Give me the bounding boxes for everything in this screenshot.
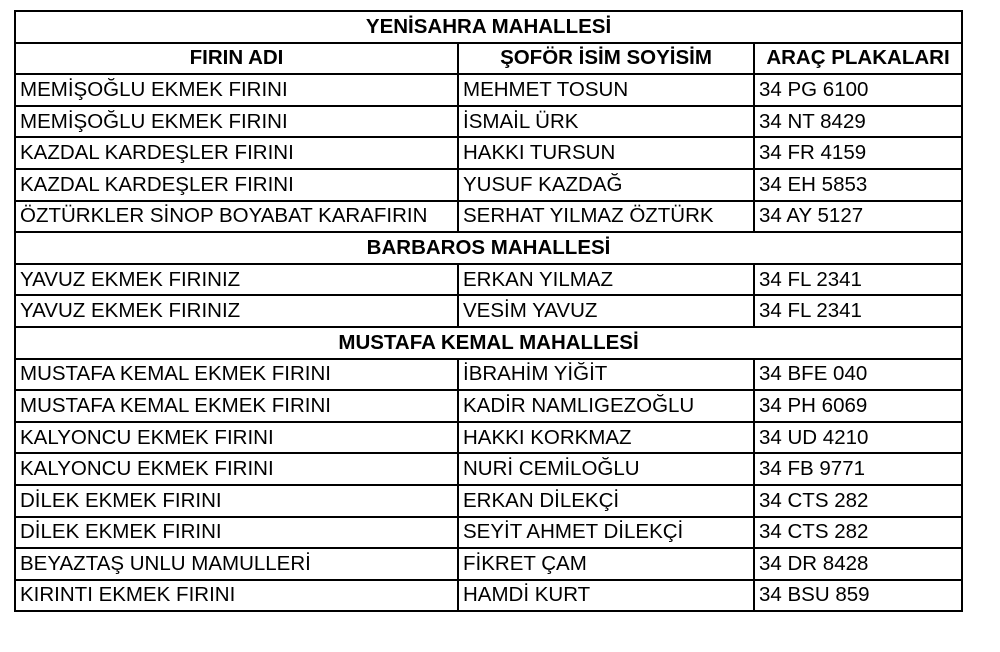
plate-cell: 34 BFE 040 xyxy=(754,359,962,391)
driver-cell: HAKKI KORKMAZ xyxy=(458,422,754,454)
plate-cell: 34 CTS 282 xyxy=(754,485,962,517)
plate-cell: 34 DR 8428 xyxy=(754,548,962,580)
bakery-cell: MUSTAFA KEMAL EKMEK FIRINI xyxy=(15,390,458,422)
table-row xyxy=(15,580,962,612)
driver-cell: FİKRET ÇAM xyxy=(458,548,754,580)
bakery-cell: MUSTAFA KEMAL EKMEK FIRINI xyxy=(15,359,458,391)
table-row xyxy=(15,548,962,580)
column-header-driver: ŞOFÖR İSİM SOYİSİM xyxy=(458,43,754,75)
plate-cell: 34 EH 5853 xyxy=(754,169,962,201)
table-row xyxy=(15,517,962,549)
table-row xyxy=(15,453,962,485)
section-title-mustafa-kemal: MUSTAFA KEMAL MAHALLESİ xyxy=(15,327,962,359)
bakery-cell: KALYONCU EKMEK FIRINI xyxy=(15,453,458,485)
table-row xyxy=(15,106,962,138)
bakery-cell: YAVUZ EKMEK FIRINIZ xyxy=(15,264,458,296)
bakery-cell: KIRINTI EKMEK FIRINI xyxy=(15,580,458,612)
plate-cell: 34 PG 6100 xyxy=(754,74,962,106)
bakery-cell: YAVUZ EKMEK FIRINIZ xyxy=(15,295,458,327)
driver-cell: ERKAN DİLEKÇİ xyxy=(458,485,754,517)
section-title-barbaros: BARBAROS MAHALLESİ xyxy=(15,232,962,264)
column-header-plates: ARAÇ PLAKALARI xyxy=(754,43,962,75)
table-row xyxy=(15,137,962,169)
bakery-cell: KALYONCU EKMEK FIRINI xyxy=(15,422,458,454)
table-row xyxy=(15,422,962,454)
table-row xyxy=(15,264,962,296)
plate-cell: 34 AY 5127 xyxy=(754,201,962,233)
section-title-yenisahra: YENİSAHRA MAHALLESİ xyxy=(15,11,962,43)
driver-cell: SEYİT AHMET DİLEKÇİ xyxy=(458,517,754,549)
plate-cell: 34 BSU 859 xyxy=(754,580,962,612)
bakery-cell: KAZDAL KARDEŞLER FIRINI xyxy=(15,137,458,169)
column-header-row xyxy=(15,43,962,75)
plate-cell: 34 NT 8429 xyxy=(754,106,962,138)
plate-cell: 34 FB 9771 xyxy=(754,453,962,485)
plate-cell: 34 CTS 282 xyxy=(754,517,962,549)
driver-cell: HAMDİ KURT xyxy=(458,580,754,612)
table-row xyxy=(15,201,962,233)
table-row xyxy=(15,74,962,106)
bakery-driver-table xyxy=(14,10,963,612)
table-row xyxy=(15,295,962,327)
table-row xyxy=(15,359,962,391)
driver-cell: İBRAHİM YİĞİT xyxy=(458,359,754,391)
driver-cell: MEHMET TOSUN xyxy=(458,74,754,106)
section-header-row xyxy=(15,327,962,359)
plate-cell: 34 UD 4210 xyxy=(754,422,962,454)
driver-cell: KADİR NAMLIGEZOĞLU xyxy=(458,390,754,422)
plate-cell: 34 PH 6069 xyxy=(754,390,962,422)
driver-cell: SERHAT YILMAZ ÖZTÜRK xyxy=(458,201,754,233)
bakery-cell: DİLEK EKMEK FIRINI xyxy=(15,485,458,517)
bakery-cell: DİLEK EKMEK FIRINI xyxy=(15,517,458,549)
driver-cell: NURİ CEMİLOĞLU xyxy=(458,453,754,485)
plate-cell: 34 FL 2341 xyxy=(754,264,962,296)
table-row xyxy=(15,485,962,517)
bakery-cell: ÖZTÜRKLER SİNOP BOYABAT KARAFIRIN xyxy=(15,201,458,233)
driver-cell: YUSUF KAZDAĞ xyxy=(458,169,754,201)
bakery-cell: MEMİŞOĞLU EKMEK FIRINI xyxy=(15,106,458,138)
plate-cell: 34 FR 4159 xyxy=(754,137,962,169)
bakery-cell: KAZDAL KARDEŞLER FIRINI xyxy=(15,169,458,201)
driver-cell: ERKAN YILMAZ xyxy=(458,264,754,296)
driver-cell: HAKKI TURSUN xyxy=(458,137,754,169)
table-row xyxy=(15,169,962,201)
driver-cell: VESİM YAVUZ xyxy=(458,295,754,327)
table-row xyxy=(15,390,962,422)
plate-cell: 34 FL 2341 xyxy=(754,295,962,327)
column-header-bakery: FIRIN ADI xyxy=(15,43,458,75)
bakery-cell: BEYAZTAŞ UNLU MAMULLERİ xyxy=(15,548,458,580)
section-header-row xyxy=(15,232,962,264)
section-header-row xyxy=(15,11,962,43)
bakery-cell: MEMİŞOĞLU EKMEK FIRINI xyxy=(15,74,458,106)
driver-cell: İSMAİL ÜRK xyxy=(458,106,754,138)
